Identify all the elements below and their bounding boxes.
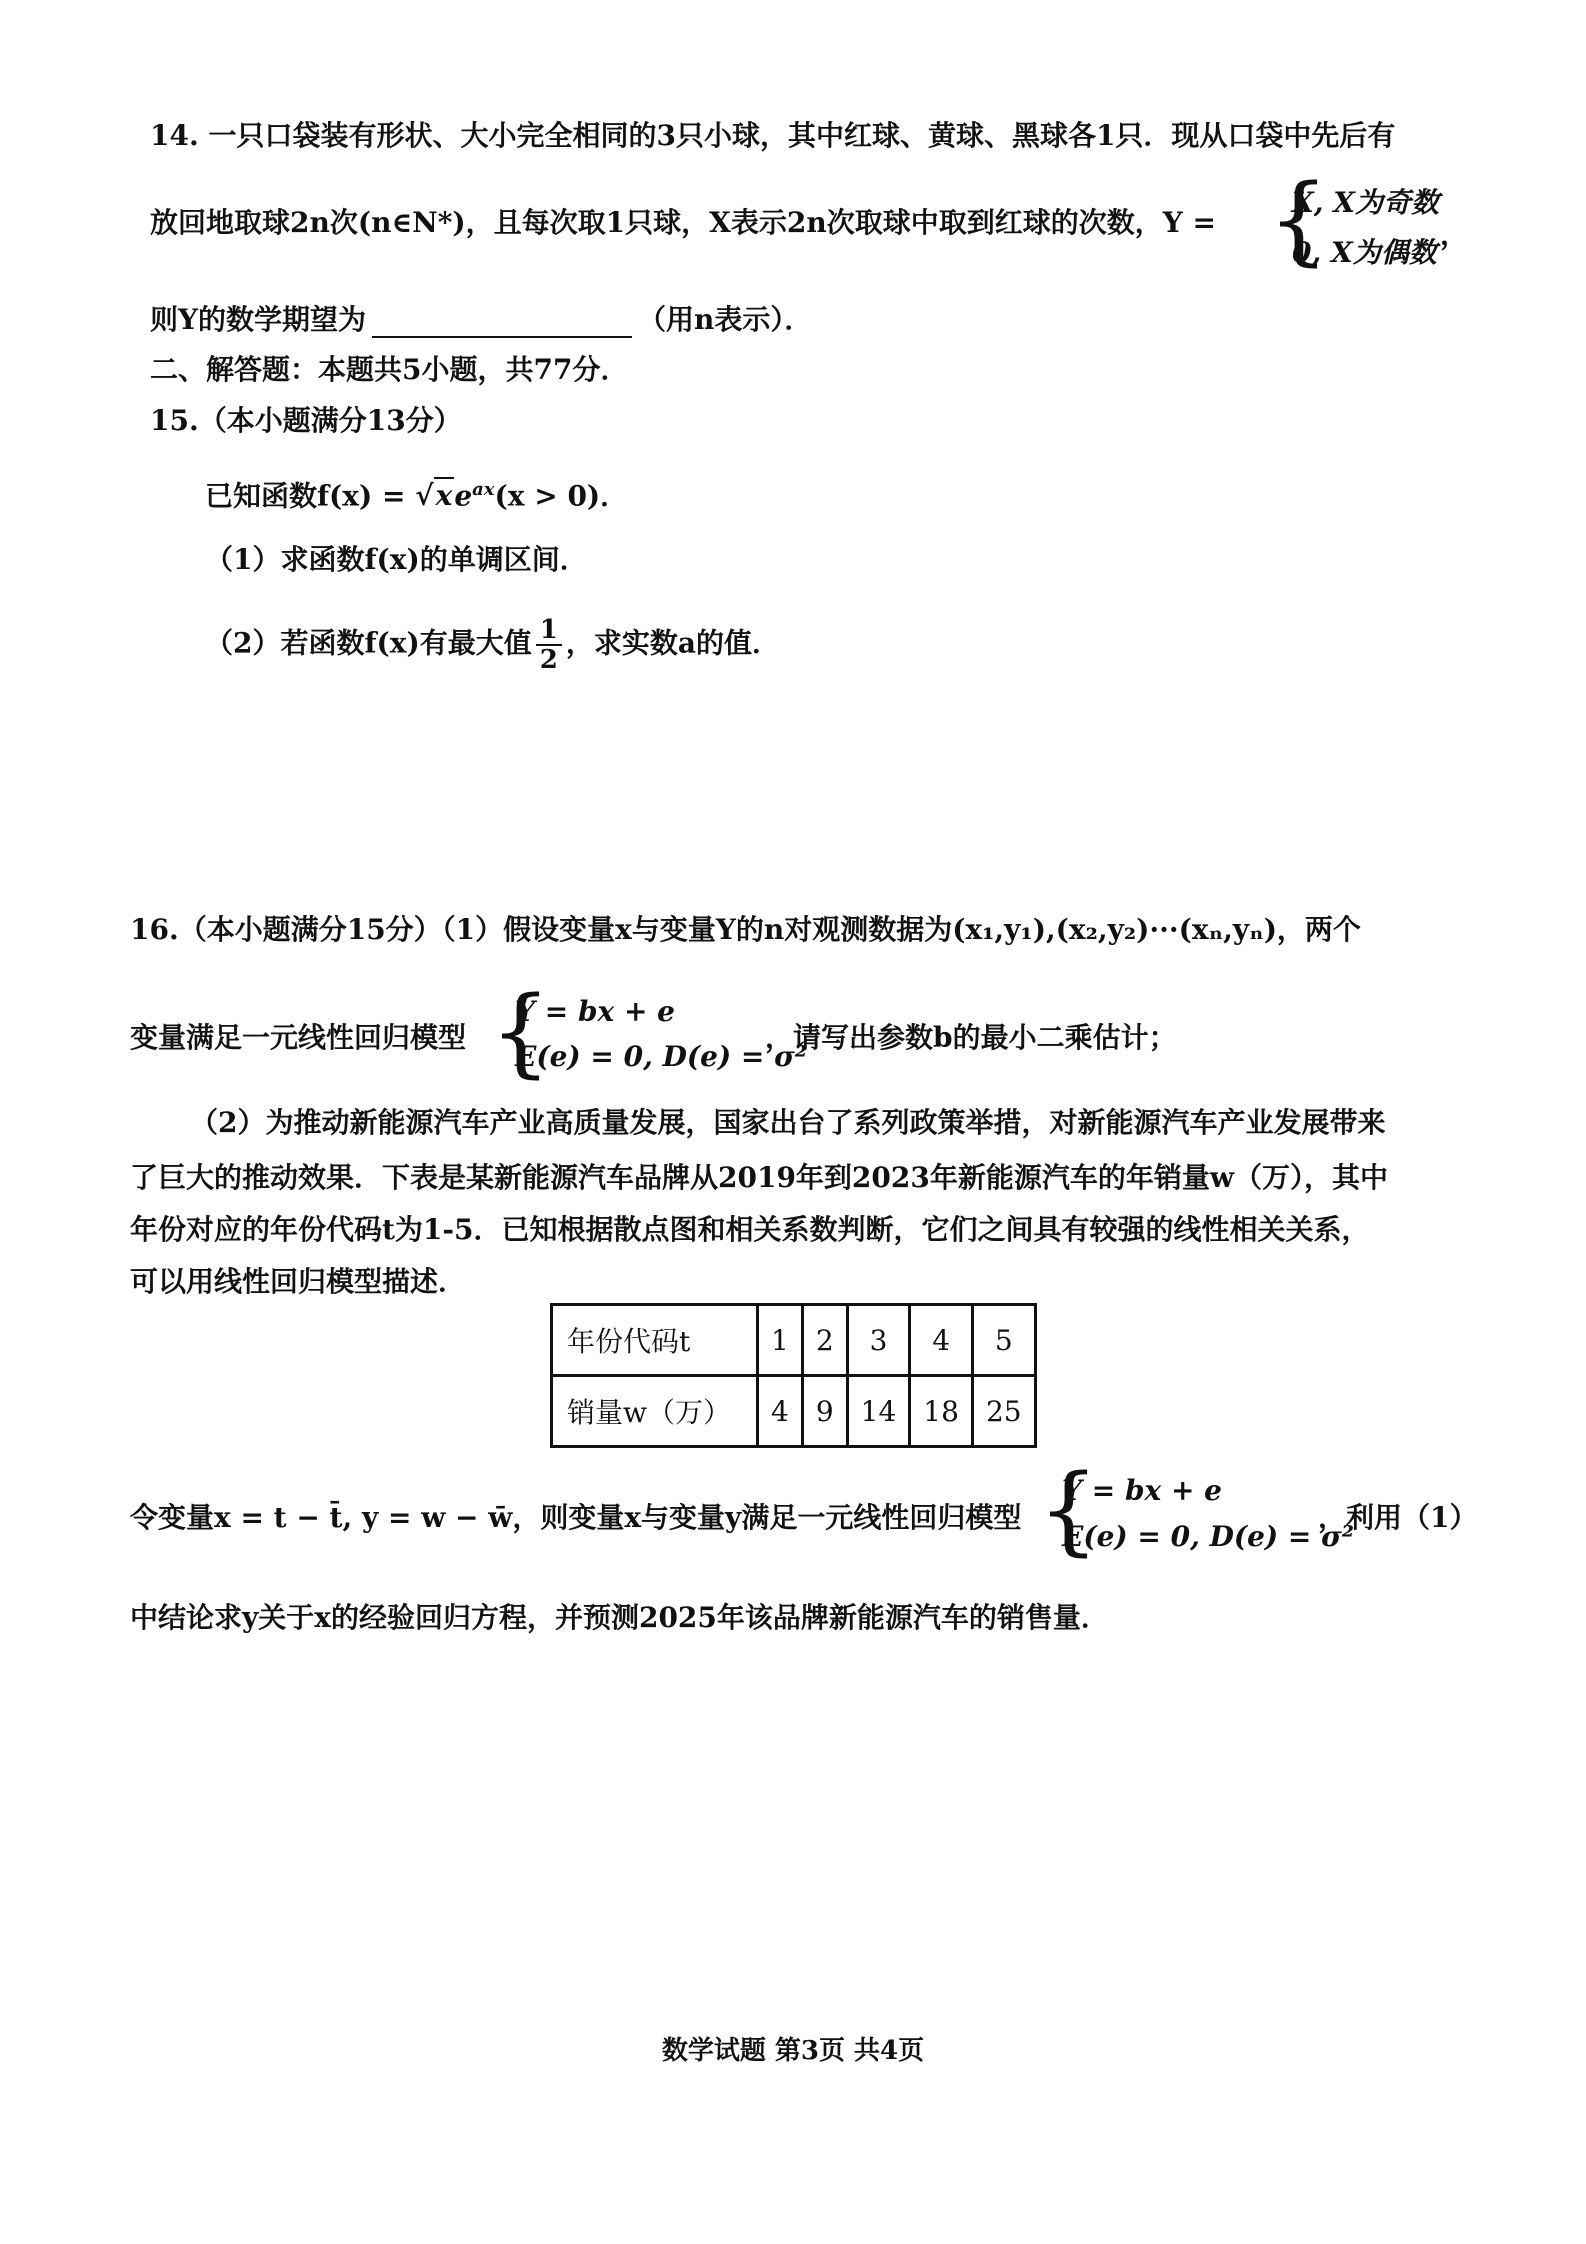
table-cell: 4 bbox=[910, 1305, 973, 1376]
q14-line3 bbox=[150, 302, 812, 338]
table-cell: 1 bbox=[758, 1305, 803, 1376]
q16-p2-line4: 可以用线性回归模型描述． bbox=[130, 1265, 467, 1298]
q15-part1: （1）求函数f(x)的单调区间． bbox=[205, 543, 588, 576]
table-cell: 14 bbox=[847, 1376, 910, 1447]
q15-part2-post: ，求实数a的值． bbox=[565, 626, 780, 660]
q14-line3-prefix: 则Y的数学期望为 bbox=[150, 303, 366, 336]
table-cell-header: 年份代码t bbox=[552, 1305, 758, 1376]
q16-line1: 16.（本小题满分15分）（1）假设变量x与变量Y的n对观测数据为(x₁,y₁),(x₂,y₂)···(xₙ,yₙ)，两个 bbox=[130, 913, 1361, 946]
q16-last-line: 中结论求y关于x的经验回归方程，并预测2025年该品牌新能源汽车的销售量． bbox=[130, 1601, 1109, 1634]
q16-p2-line3: 年份对应的年份代码t为1-5．已知根据散点图和相关系数判断，它们之间具有较强的线性相关关系， bbox=[130, 1213, 1370, 1246]
q14-line2: 放回地取球2n次(n∈N*)，且每次取1只球，X表示2n次取球中取到红球的次数，Y = bbox=[150, 206, 1216, 239]
q14-case-brace: { bbox=[1268, 164, 1330, 276]
q15-header: 15.（本小题满分13分） bbox=[150, 404, 462, 437]
fraction-one-half bbox=[536, 616, 562, 674]
q16-model-case2: E(e) = 0, D(e) = σ² bbox=[515, 1040, 808, 1073]
table-cell: 9 bbox=[802, 1376, 847, 1447]
q14-case2: 0, X为偶数 bbox=[1292, 236, 1437, 269]
sales-table bbox=[550, 1303, 1037, 1448]
table-cell: 5 bbox=[972, 1305, 1035, 1376]
table-cell: 4 bbox=[758, 1376, 803, 1447]
q16-line2-post: ，请写出参数b的最小二乘估计； bbox=[765, 1021, 1177, 1054]
q16-after-case2: E(e) = 0, D(e) = σ² bbox=[1062, 1520, 1355, 1553]
q15-part2 bbox=[205, 616, 780, 674]
q15-given-sup: ax bbox=[472, 479, 495, 500]
q16-after-brace: { bbox=[1038, 1454, 1100, 1566]
table-cell-header: 销量w（万） bbox=[552, 1376, 758, 1447]
table-cell: 25 bbox=[972, 1376, 1035, 1447]
table-row bbox=[552, 1305, 1036, 1376]
table-row bbox=[552, 1376, 1036, 1447]
q16-p2-line1: （2）为推动新能源汽车产业高质量发展，国家出台了系列政策举措，对新能源汽车产业发展带来 bbox=[190, 1106, 1386, 1139]
q16-p2-line2: 了巨大的推动效果．下表是某新能源汽车品牌从2019年到2023年新能源汽车的年销量w（万），其中 bbox=[130, 1161, 1388, 1194]
q16-model-case1: Y = bx + e bbox=[515, 995, 675, 1028]
q16-model-brace: { bbox=[490, 976, 552, 1088]
fraction-denominator: 2 bbox=[539, 645, 558, 675]
q16-line2-pre: 变量满足一元线性回归模型 bbox=[130, 1021, 467, 1054]
q15-given-pre: 已知函数f(x) = bbox=[205, 479, 406, 513]
q16-after-case1: Y = bx + e bbox=[1062, 1474, 1222, 1507]
q14-line3-suffix: （用n表示）． bbox=[638, 303, 813, 336]
q16-after-post: ，利用（1） bbox=[1318, 1501, 1478, 1534]
q16-after-pre: 令变量x = t − t̄, y = w − w̄，则变量x与变量y满足一元线性回归模型 bbox=[130, 1501, 1022, 1534]
sqrt-radicand: x bbox=[435, 479, 453, 513]
table-cell: 18 bbox=[910, 1376, 973, 1447]
page-footer: 数学试题 第3页 共4页 bbox=[661, 2036, 925, 2066]
fraction-numerator: 1 bbox=[536, 616, 562, 646]
sqrt-x: √x bbox=[415, 479, 453, 513]
q15-given-post: (x > 0)． bbox=[494, 479, 629, 513]
q15-part2-pre: （2）若函数f(x)有最大值 bbox=[205, 626, 532, 660]
q14-case1: X, X为奇数 bbox=[1292, 186, 1439, 219]
table-cell: 2 bbox=[802, 1305, 847, 1376]
q15-given bbox=[205, 472, 628, 514]
q15-given-exp: e bbox=[454, 479, 473, 513]
answer-blank bbox=[372, 306, 632, 338]
q14-case-tail: ， bbox=[1440, 218, 1469, 251]
section-two-heading: 二、解答题：本题共5小题，共77分． bbox=[150, 353, 629, 386]
table-cell: 3 bbox=[847, 1305, 910, 1376]
q14-line1: 14. 一只口袋装有形状、大小完全相同的3只小球，其中红球、黄球、黑球各1只．现从口袋中先后有 bbox=[150, 119, 1396, 152]
